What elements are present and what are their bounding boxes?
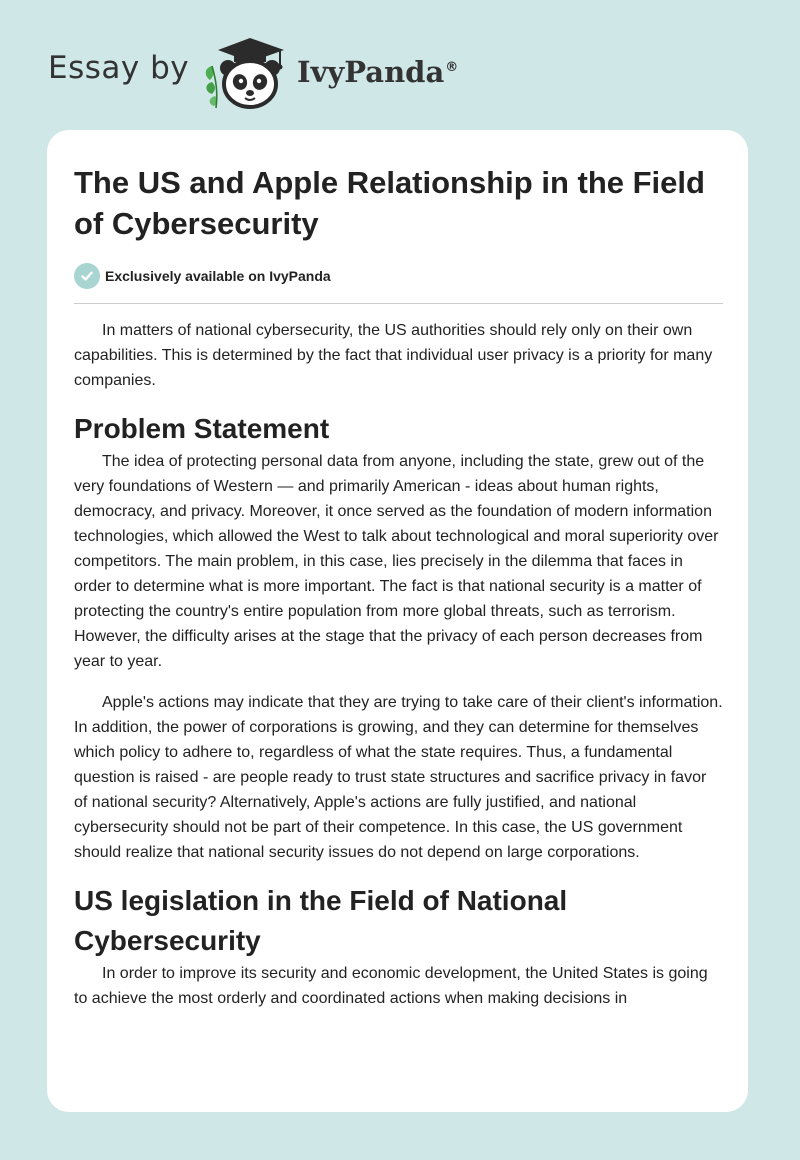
paragraph: In order to improve its security and economic development, the United States is going to achieve the most orderly and coordinated actions when making decisions in [74, 965, 708, 1007]
brand-text: IvyPanda [297, 55, 445, 89]
panda-face-icon [220, 60, 280, 107]
title-divider [74, 303, 723, 304]
essay-by-label: Essay by [48, 50, 190, 86]
exclusive-label: Exclusively available on IvyPanda [105, 268, 331, 284]
registered-mark: ® [445, 60, 459, 75]
brand-name[interactable] [297, 54, 457, 90]
ivy-leaf-icon [206, 66, 217, 108]
exclusive-badge [74, 262, 331, 290]
check-circle-icon [74, 263, 100, 289]
essay-card [47, 130, 748, 1112]
section-heading-us-legislation: US legislation in the Field of National Cybersecurity [74, 885, 568, 956]
panda-graduate-logo-icon[interactable] [200, 36, 290, 110]
essay-body [74, 318, 724, 1027]
section-heading-problem-statement: Problem Statement [74, 413, 330, 444]
site-header [0, 0, 800, 120]
intro-paragraph: In matters of national cybersecurity, the US authorities should rely only on their own capabilities. This is determined by the fact that individual user privacy is a priority for many companies. [74, 322, 713, 389]
essay-title: The US and Apple Relationship in the Field of Cybersecurity [74, 165, 705, 241]
paragraph: Apple's actions may indicate that they are trying to take care of their client's information. In addition, the power of corporations is growing, and they can determine for themselves which policy to adhere to, regardless of what the state requires. Thus, a fundamental question is raised - are people ready to trust state structures and sacrifice privacy in favor of national security? Alternatively, Apple's actions are fully justified, and national cybersecurity should not be part of their competence. In this case, the US government should realize that national security issues do not depend on large corporations. [74, 694, 723, 861]
paragraph: The idea of protecting personal data from anyone, including the state, grew out of the very foundations of Western — and primarily American - ideas about human rights, democracy, and privacy. Moreover, it once served as the foundation of modern information technologies, which allowed the West to talk about technological and moral superiority over competitors. The main problem, in this case, lies precisely in the dilemma that faces in order to determine what is more important. The fact is that national security is a matter of protecting the country's entire population from more global threats, such as terrorism. However, the difficulty arises at the stage that the privacy of each person decreases from year to year. [74, 453, 719, 670]
